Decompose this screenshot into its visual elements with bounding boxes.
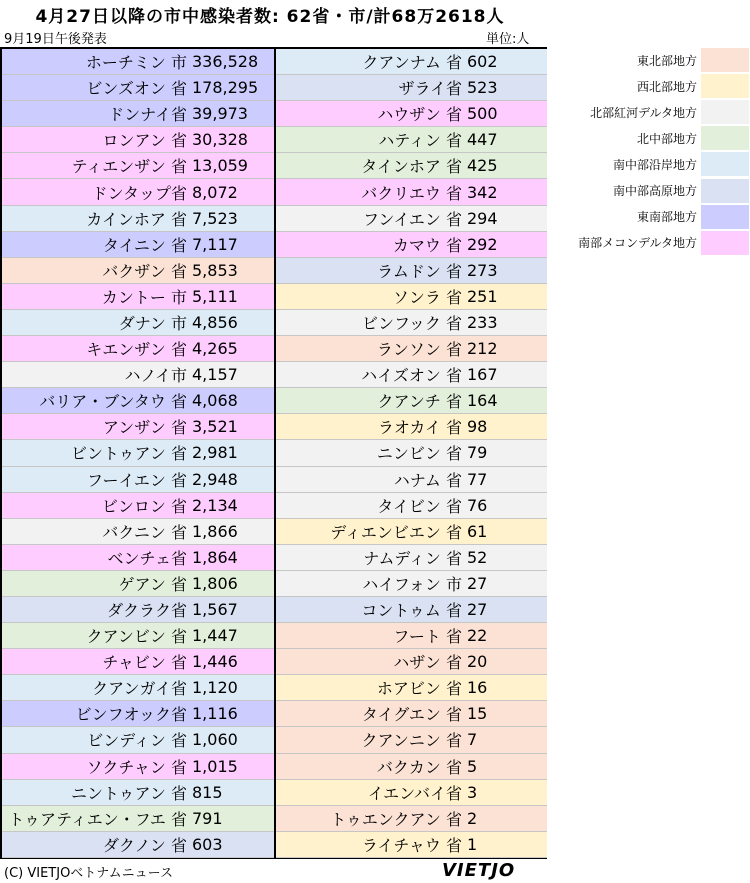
province-name: ダクノン 省 <box>102 835 187 855</box>
vietjo-logo <box>442 860 515 881</box>
legend-label: 南中部高原地方 <box>612 184 697 199</box>
case-count: 52 <box>467 547 488 567</box>
legend-swatch <box>701 205 749 229</box>
table-row <box>2 206 274 232</box>
region-legend <box>549 47 749 256</box>
table-row <box>2 414 274 440</box>
table-row <box>276 284 547 310</box>
legend-swatch <box>701 74 749 98</box>
case-count: 4,068 <box>192 391 238 411</box>
table-row <box>276 49 547 75</box>
table-row <box>276 101 547 127</box>
province-name: クアンガイ省 <box>92 679 187 699</box>
province-name: ラオカイ 省 <box>377 418 462 438</box>
table-row <box>2 571 274 597</box>
province-name: ライチャウ 省 <box>361 835 462 855</box>
case-count: 5,853 <box>192 260 238 280</box>
case-count: 30,328 <box>192 130 248 150</box>
case-count: 27 <box>467 573 488 593</box>
province-name: クアンビン 省 <box>86 627 187 647</box>
legend-label: 北中部地方 <box>636 131 697 146</box>
legend-label: 東南部地方 <box>636 210 697 225</box>
province-name: ニントゥアン 省 <box>70 783 187 803</box>
table-left-column <box>2 49 276 857</box>
province-name: トゥアティエン・フエ 省 <box>8 809 187 829</box>
table-row <box>276 362 547 388</box>
case-count: 233 <box>467 312 498 332</box>
province-name: ドンナイ省 <box>108 105 187 125</box>
province-name: ランソン 省 <box>376 340 462 360</box>
table-row <box>2 258 274 284</box>
case-count: 603 <box>192 834 223 854</box>
case-count: 178,295 <box>192 78 259 98</box>
case-count: 212 <box>467 339 498 359</box>
province-name: ビンディン 省 <box>87 731 187 751</box>
case-count: 4,157 <box>192 365 238 385</box>
table-row <box>2 467 274 493</box>
table-row <box>2 310 274 336</box>
case-count: 2,981 <box>192 443 238 463</box>
province-name: コントゥム 省 <box>361 601 462 621</box>
case-count: 425 <box>467 156 498 176</box>
case-count: 5,111 <box>192 286 238 306</box>
case-count: 7,117 <box>192 234 238 254</box>
province-name: チャビン 省 <box>102 653 187 673</box>
table-row <box>276 179 547 205</box>
case-count: 3 <box>467 782 478 802</box>
legend-swatch <box>701 179 749 203</box>
province-name: バクザン 省 <box>102 261 187 281</box>
case-count: 167 <box>467 365 498 385</box>
case-count: 13,059 <box>192 156 248 176</box>
case-count: 1,447 <box>192 626 238 646</box>
case-count: 1,015 <box>192 756 238 776</box>
province-name: クアンチ 省 <box>377 392 462 412</box>
case-count: 164 <box>467 391 498 411</box>
province-name: ハノイ市 <box>124 366 187 386</box>
table-row <box>276 232 547 258</box>
province-name: ゲアン 省 <box>118 574 187 594</box>
table-row <box>276 206 547 232</box>
province-name: クアンニン 省 <box>361 731 462 751</box>
case-count: 602 <box>467 52 498 72</box>
case-count: 76 <box>467 495 488 515</box>
table-row <box>2 832 274 858</box>
table-row <box>276 467 547 493</box>
table-row <box>276 832 547 858</box>
case-count: 1,120 <box>192 678 238 698</box>
province-name: ホアビン 省 <box>376 679 462 699</box>
case-count: 22 <box>467 626 488 646</box>
province-name: バクリエウ 省 <box>361 183 462 203</box>
case-count: 77 <box>467 469 488 489</box>
case-count: 16 <box>467 678 488 698</box>
case-count: 1,446 <box>192 652 238 672</box>
case-count: 447 <box>467 130 498 150</box>
table-row <box>276 75 547 101</box>
case-count: 5 <box>467 756 478 776</box>
announcement-date: 9月19日午後発表 <box>4 32 107 47</box>
legend-swatch <box>701 126 749 150</box>
province-name: トゥエンクアン 省 <box>330 809 462 829</box>
unit-label: 単位:人 <box>486 32 530 47</box>
table-row <box>2 493 274 519</box>
table-row <box>276 649 547 675</box>
province-name: カインホア 省 <box>86 209 187 229</box>
province-name: ビンフック 省 <box>362 313 462 333</box>
table-row <box>2 388 274 414</box>
case-count: 20 <box>467 652 488 672</box>
case-count: 61 <box>467 521 488 541</box>
cases-table <box>0 47 547 859</box>
table-row <box>276 519 547 545</box>
table-row <box>2 519 274 545</box>
legend-item <box>549 73 749 99</box>
province-name: キエンザン 省 <box>86 340 187 360</box>
table-row <box>276 623 547 649</box>
table-row <box>276 727 547 753</box>
case-count: 79 <box>467 443 488 463</box>
case-count: 523 <box>467 78 498 98</box>
table-row <box>2 701 274 727</box>
case-count: 3,521 <box>192 417 238 437</box>
province-name: ハティン 省 <box>378 131 462 151</box>
case-count: 98 <box>467 417 488 437</box>
case-count: 791 <box>192 808 223 828</box>
case-count: 292 <box>467 234 498 254</box>
page-title: 4月27日以降の市中感染者数: 62省・市/計68万2618人 <box>35 7 505 27</box>
legend-item <box>549 204 749 230</box>
table-row <box>276 780 547 806</box>
table-row <box>276 258 547 284</box>
legend-label: 北部紅河デルタ地方 <box>590 105 697 120</box>
case-count: 8,072 <box>192 182 238 202</box>
province-name: ソクチャン 省 <box>86 757 187 777</box>
case-count: 294 <box>467 208 498 228</box>
case-count: 815 <box>192 782 223 802</box>
table-row <box>2 232 274 258</box>
legend-item <box>549 177 749 203</box>
logo-text: VIETJO <box>442 860 516 881</box>
table-row <box>2 754 274 780</box>
table-row <box>2 336 274 362</box>
province-name: ベンチェ省 <box>107 548 187 568</box>
province-name: バクカン 省 <box>376 757 462 777</box>
table-row <box>276 571 547 597</box>
province-name: フート 省 <box>393 627 462 647</box>
table-row <box>2 440 274 466</box>
legend-swatch <box>701 152 749 176</box>
province-name: ディエンビエン 省 <box>330 522 462 542</box>
case-count: 273 <box>467 260 498 280</box>
case-count: 1,866 <box>192 521 238 541</box>
province-name: カマウ 省 <box>392 235 462 255</box>
table-row <box>2 623 274 649</box>
table-row <box>2 649 274 675</box>
legend-label: 東北部地方 <box>636 53 697 68</box>
province-name: ハウザン 省 <box>377 105 462 125</box>
province-name: ビントゥアン 省 <box>70 444 187 464</box>
province-name: クアンナム 省 <box>362 53 462 73</box>
province-name: ロンアン 省 <box>102 131 187 151</box>
legend-label: 南中部沿岸地方 <box>612 157 697 172</box>
province-name: ビンロン 省 <box>101 496 187 516</box>
table-row <box>2 597 274 623</box>
table-row <box>276 440 547 466</box>
province-name: ダナン 市 <box>118 313 187 333</box>
province-name: カントー 市 <box>101 287 187 307</box>
table-row <box>276 388 547 414</box>
province-name: ハイズオン 省 <box>361 366 462 386</box>
case-count: 4,265 <box>192 339 238 359</box>
province-name: バクニン 省 <box>102 522 187 542</box>
case-count: 342 <box>467 182 498 202</box>
legend-item <box>549 125 749 151</box>
legend-item <box>549 230 749 256</box>
case-count: 1,116 <box>192 704 238 724</box>
legend-swatch <box>701 231 749 255</box>
province-name: ティエンザン 省 <box>71 157 187 177</box>
copyright-text: (C) VIETJOベトナムニュース <box>4 866 174 881</box>
legend-item <box>549 99 749 125</box>
province-name: タイビン 省 <box>377 496 462 516</box>
case-count: 7,523 <box>192 208 238 228</box>
province-name: アンザン 省 <box>102 418 187 438</box>
table-row <box>276 127 547 153</box>
table-row <box>2 179 274 205</box>
table-row <box>276 153 547 179</box>
province-name: ビンフオック省 <box>75 705 187 725</box>
table-row <box>2 806 274 832</box>
province-name: タイグエン 省 <box>361 705 462 725</box>
case-count: 15 <box>467 704 488 724</box>
province-name: タインホア 省 <box>361 157 462 177</box>
table-row <box>2 545 274 571</box>
table-row <box>276 310 547 336</box>
table-row <box>276 597 547 623</box>
province-name: ザライ省 <box>398 79 462 99</box>
case-count: 27 <box>467 600 488 620</box>
table-row <box>2 101 274 127</box>
table-row <box>276 675 547 701</box>
province-name: ナムディン 省 <box>363 548 462 568</box>
table-row <box>2 127 274 153</box>
table-row <box>2 284 274 310</box>
case-count: 2,948 <box>192 469 238 489</box>
province-name: バリア・ブンタウ 省 <box>39 392 187 412</box>
table-row <box>2 75 274 101</box>
legend-label: 西北部地方 <box>636 79 697 94</box>
table-row <box>276 493 547 519</box>
province-name: ハナム 省 <box>393 470 462 490</box>
case-count: 1,864 <box>192 547 238 567</box>
legend-label: 南部メコンデルタ地方 <box>578 236 697 251</box>
legend-item <box>549 151 749 177</box>
table-row <box>276 754 547 780</box>
case-count: 4,856 <box>192 312 238 332</box>
case-count: 1,567 <box>192 600 238 620</box>
legend-swatch <box>701 48 749 72</box>
case-count: 1,806 <box>192 573 238 593</box>
province-name: タイニン 省 <box>102 235 187 255</box>
province-name: ソンラ 省 <box>392 287 462 307</box>
province-name: ビンズオン 省 <box>86 79 187 99</box>
case-count: 7 <box>467 730 478 750</box>
province-name: ニンビン 省 <box>376 444 462 464</box>
province-name: ドンタップ省 <box>91 183 187 203</box>
province-name: フンイエン 省 <box>362 209 462 229</box>
table-row <box>2 362 274 388</box>
province-name: イエンバイ省 <box>367 783 462 803</box>
legend-swatch <box>701 100 749 124</box>
province-name: ハザン 省 <box>393 653 462 673</box>
table-row <box>2 727 274 753</box>
case-count: 2 <box>467 808 478 828</box>
table-row <box>276 701 547 727</box>
case-count: 251 <box>467 286 498 306</box>
case-count: 2,134 <box>192 495 238 515</box>
table-row <box>276 336 547 362</box>
province-name: フーイエン 省 <box>87 470 187 490</box>
case-count: 336,528 <box>192 52 259 72</box>
province-name: ラムドン 省 <box>377 261 462 281</box>
table-row <box>276 545 547 571</box>
table-row <box>276 414 547 440</box>
province-name: ホーチミン 市 <box>85 53 187 73</box>
table-row <box>2 153 274 179</box>
province-name: ダクラク省 <box>106 601 187 621</box>
table-row <box>2 675 274 701</box>
legend-item <box>549 47 749 73</box>
case-count: 500 <box>467 104 498 124</box>
case-count: 1 <box>467 834 478 854</box>
province-name: ハイフォン 市 <box>362 574 462 594</box>
table-right-column <box>276 49 547 857</box>
table-row <box>2 780 274 806</box>
table-row <box>276 806 547 832</box>
table-row <box>2 49 274 75</box>
case-count: 39,973 <box>192 104 248 124</box>
case-count: 1,060 <box>192 730 238 750</box>
